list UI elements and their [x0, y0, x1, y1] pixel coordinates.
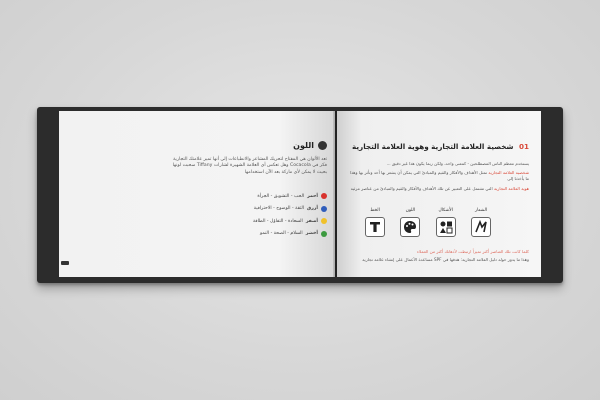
- color-drop-icon: [318, 141, 327, 150]
- brand-personality-label: شخصية العلامة التجارية: [488, 170, 529, 175]
- blue-dot-icon: [321, 206, 327, 212]
- color-item-yellow: [165, 215, 327, 228]
- color-name: أحمر: [307, 193, 318, 199]
- font-icon: [365, 217, 385, 237]
- element-label: الأشكال: [438, 208, 453, 213]
- brand-personality-text: [347, 170, 529, 182]
- color-meaning-list: [165, 190, 327, 240]
- color-meaning: السلام - الصحة - النمو: [260, 231, 303, 237]
- red-dot-icon: [321, 193, 327, 199]
- color-name: أخضر: [305, 231, 318, 237]
- brand-identity-body: التي تشتمل على التعبير عن تلك الأهداف والأفكار والقيم والمبادئ من عناصر مرئية: [350, 186, 493, 191]
- logo-icon: [471, 217, 491, 237]
- color-item-red: [165, 190, 327, 203]
- right-page: [337, 111, 541, 277]
- shapes-icon: [436, 217, 456, 237]
- element-label: الشعار: [474, 208, 488, 213]
- color-meaning: السعادة - التفاؤل - الطاقة: [252, 218, 303, 224]
- color-item-blue: [165, 203, 327, 216]
- left-page: [59, 111, 335, 277]
- element-logo: [469, 208, 493, 240]
- palette-icon: [400, 217, 420, 237]
- page-title: اللون: [293, 141, 314, 150]
- footer-note: وهذا ما يدور حوله دليل العلامة التجارية: هدفها في SPF مساعدة الأعمال على إنشاء علامة تجارية: [362, 257, 529, 262]
- brand-identity-text: [347, 186, 529, 192]
- brand-personality-body: تمثل الأهداف والأفكار والقيم والمبادئ التي يمكن أن يشعر بها أحد وتأثر بها وهذا ما يأخذنا إلى: [349, 170, 529, 181]
- color-name: أصفر: [305, 218, 318, 224]
- left-page-header: [293, 141, 327, 150]
- intro-text: يستخدم معظم الناس المصطلحين - كمعنى واحد، ولكن ربما يكون هذا غير دقيق ...: [386, 161, 529, 166]
- color-item-green: [165, 228, 327, 241]
- section-title-text: شخصية العلامة التجارية وهوية العلامة التجارية: [352, 142, 514, 151]
- brand-identity-label: هوية العلامة التجارية: [493, 186, 529, 191]
- element-shapes: [434, 208, 458, 240]
- element-label: اللون: [405, 208, 416, 213]
- color-meaning: الثقة - الوضوح - الاحترافية: [253, 206, 305, 212]
- identity-elements-row: [363, 208, 493, 240]
- section-title: [347, 142, 529, 151]
- page-number-tab: [61, 261, 69, 265]
- element-label: الخط: [370, 208, 380, 213]
- highlight-note: كلما كانت تلك العناصر أكثر تميزاً ارتبطت لأذهانك أكثر من العملاء: [416, 249, 529, 254]
- color-meaning: الحب - التشويق - الجرأة: [257, 193, 305, 199]
- element-font: [363, 208, 387, 240]
- open-book: [37, 107, 563, 283]
- element-color: [398, 208, 422, 240]
- color-name: أزرق: [307, 206, 318, 212]
- color-description: تعد الألوان هي المفتاح لتحريك المشاعر والانطباعات إلى أنها تميز علامتك التجارية فكر في Cocacola وهل تعكس أي العلامة الشهيرة لشارات Tiffany سحبت لونها بحيث لا يمكن لأي ماركة بعد الآن استخدامها: [172, 157, 327, 175]
- yellow-dot-icon: [321, 218, 327, 224]
- green-dot-icon: [321, 231, 327, 237]
- section-number: 01: [518, 142, 529, 151]
